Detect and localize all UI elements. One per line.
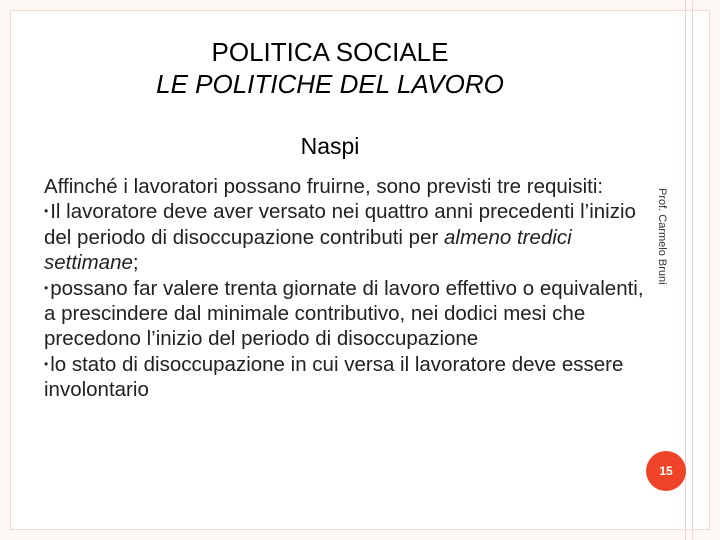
- author-label: Prof. Carmelo Bruni: [656, 188, 668, 285]
- bullet-1-end: ;: [132, 251, 139, 275]
- title-line-1: POLITICA SOCIALE: [211, 37, 449, 67]
- slide-title: [60, 36, 600, 100]
- slide-body: [44, 174, 654, 403]
- decorative-rule: [692, 0, 693, 540]
- title-line-2: LE POLITICHE DEL LAVORO: [156, 69, 504, 99]
- bullet-1-text: Il lavoratore deve aver versato nei quattro anni precedenti l’inizio del periodo di disoccupazione contributi per: [44, 200, 636, 249]
- decorative-rule: [685, 0, 686, 540]
- bullet-item-2: • possano far valere trenta giornate di lavoro effettivo o equivalenti, a prescindere dal minimale contributivo, nei dodici mesi che precedono l’inizio del periodo di disoccupazione: [44, 276, 654, 352]
- page-number-badge: 15: [646, 451, 686, 491]
- intro-paragraph: Affinché i lavoratori possano fruirne, sono previsti tre requisiti:: [44, 175, 604, 198]
- bullet-item-3: • lo stato di disoccupazione in cui versa il lavoratore deve essere involontario: [44, 352, 654, 403]
- slide-subtitle: Naspi: [300, 133, 360, 159]
- bullet-item-1: [44, 199, 654, 275]
- bullet-1-emphasis: almeno tredici settimane: [44, 225, 572, 275]
